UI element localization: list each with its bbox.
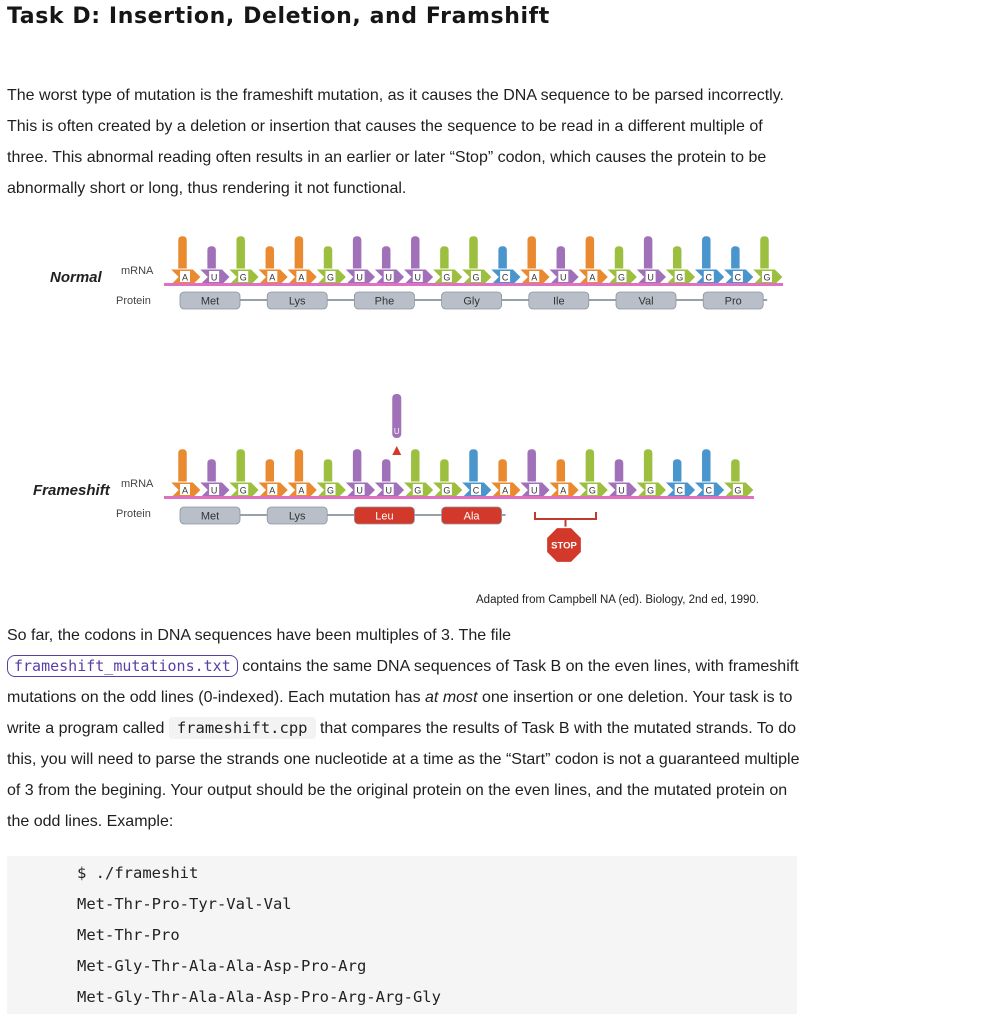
base-letter: G — [326, 485, 335, 496]
base-letter: G — [472, 272, 480, 283]
nucleotide-peg — [469, 236, 478, 274]
normal-row-label: Normal — [50, 269, 102, 286]
base-letter: A — [181, 485, 189, 496]
stop-codon-bracket — [535, 512, 596, 519]
base-letter: U — [647, 272, 654, 283]
nucleotide-peg — [527, 449, 536, 487]
base-letter: G — [676, 272, 684, 283]
code-line: Met-Thr-Pro-Tyr-Val-Val — [77, 895, 292, 913]
code-line: Met-Gly-Thr-Ala-Ala-Asp-Pro-Arg — [77, 957, 367, 975]
frameshift-figure — [0, 212, 800, 587]
nucleotide-peg — [760, 236, 769, 274]
base-letter: U — [618, 485, 625, 496]
example-code-block — [7, 856, 797, 1014]
intro-paragraph: The worst type of mutation is the frameshift mutation, as it causes the DNA sequence to be parsed incorrectly. This is often created by a deletion or insertion that causes the sequence to be read in a different multiple of three. This abnormal reading often results in an earlier or later “Stop” codon, which causes the protein to be abnormally short or long, thus rendering it not functional. — [7, 87, 784, 197]
nucleotide-peg — [527, 236, 536, 274]
base-letter: U — [530, 485, 538, 496]
base-letter: A — [560, 485, 567, 496]
nucleotide-peg — [353, 449, 362, 487]
frameshift-backbone — [164, 496, 754, 499]
nucleotide-peg — [411, 236, 420, 274]
base-letter: A — [298, 272, 305, 283]
task-text-2: contains the same DNA sequences of Task B on the even lines, with frameshift mutations on the odd lines (0-indexed). Each mutation has — [7, 658, 799, 706]
nucleotide-peg — [585, 236, 594, 274]
stop-sign-label: STOP — [551, 540, 577, 552]
amino-acid-label: Gly — [463, 295, 480, 308]
nucleotide-peg — [178, 449, 187, 487]
base-letter: G — [326, 272, 335, 283]
base-letter: U — [210, 485, 218, 496]
base-letter: C — [472, 485, 480, 496]
base-letter: A — [181, 272, 189, 283]
base-letter: U — [356, 485, 363, 496]
task-text-1: So far, the codons in DNA sequences have been multiples of 3. The file — [7, 627, 512, 644]
base-letter: C — [676, 485, 683, 496]
base-letter: A — [269, 272, 276, 283]
nucleotide-peg — [644, 449, 653, 487]
base-letter: G — [588, 485, 596, 496]
nucleotide-peg — [236, 449, 245, 487]
amino-acid-label: Ala — [463, 510, 480, 523]
nucleotide-peg — [294, 236, 303, 274]
base-letter: G — [239, 272, 247, 283]
base-letter: A — [298, 485, 305, 496]
nucleotide-peg — [585, 449, 594, 487]
amino-acid-label: Ile — [552, 295, 565, 308]
amino-acid-label: Met — [200, 295, 220, 308]
nucleotide-peg — [178, 236, 187, 274]
frameshift-protein-label: Protein — [116, 508, 151, 520]
base-letter: U — [385, 272, 392, 283]
nucleotide-peg — [702, 449, 711, 487]
base-letter: G — [763, 272, 771, 283]
amino-acid-label: Pro — [724, 295, 742, 308]
amino-acid-label: Lys — [288, 510, 306, 523]
base-letter: G — [647, 485, 655, 496]
task-text-3: one insertion or one deletion. Your task is to write a program called — [7, 689, 793, 737]
page-title: Task D: Insertion, Deletion, and Framshift — [7, 4, 550, 29]
amino-acid-label: Lys — [288, 295, 306, 308]
inserted-base-letter: U — [393, 427, 400, 436]
base-letter: U — [560, 272, 567, 283]
task-text-4: that compares the results of Task B with the mutated strands. To do this, you will need to parse the strands one nucleotide at a time as the “Start” codon is not a guaranteed multiple of 3 from the begining. Your output should be the original protein on the even lines, and the mutated protein on the odd lines. Example: — [7, 720, 800, 830]
code-line: $ ./frameshit — [77, 864, 199, 882]
insertion-arrow — [392, 446, 401, 455]
nucleotide-peg — [702, 236, 711, 274]
base-letter: C — [705, 485, 713, 496]
nucleotide-peg — [294, 449, 303, 487]
amino-acid-label: Phe — [374, 295, 395, 308]
nucleotide-peg — [469, 449, 478, 487]
amino-acid-label: Met — [200, 510, 220, 523]
base-letter: U — [414, 272, 422, 283]
normal-protein-label: Protein — [116, 295, 151, 307]
base-letter: A — [531, 272, 538, 283]
nucleotide-peg — [411, 449, 420, 487]
base-letter: U — [356, 272, 363, 283]
base-letter: C — [705, 272, 713, 283]
task-paragraph — [7, 620, 807, 837]
normal-backbone — [164, 283, 783, 286]
frameshift-row-label: Frameshift — [33, 482, 110, 499]
nucleotide-peg — [353, 236, 362, 274]
base-letter: C — [501, 272, 509, 283]
emphasis-at-most: at most — [425, 689, 478, 706]
base-letter: G — [443, 272, 451, 283]
base-letter: U — [210, 272, 218, 283]
nucleotide-peg — [644, 236, 653, 274]
base-letter: G — [239, 485, 247, 496]
base-letter: A — [502, 485, 509, 496]
frameshift-cpp-code: frameshift.cpp — [169, 717, 316, 739]
nucleotide-peg — [236, 236, 245, 274]
base-letter: A — [269, 485, 276, 496]
normal-mrna-label: mRNA — [121, 265, 154, 277]
base-letter: G — [734, 485, 742, 496]
amino-acid-label: Val — [638, 295, 654, 308]
frameshift-mrna-label: mRNA — [121, 478, 154, 490]
amino-acid-label: Leu — [375, 510, 394, 523]
base-letter: G — [443, 485, 451, 496]
code-line: Met-Gly-Thr-Ala-Ala-Asp-Pro-Arg-Arg-Gly — [77, 988, 441, 1006]
base-letter: G — [414, 485, 422, 496]
base-letter: G — [617, 272, 626, 283]
base-letter: C — [734, 272, 742, 283]
figure-caption: Adapted from Campbell NA (ed). Biology, 2nd ed, 1990. — [476, 594, 759, 606]
base-letter: U — [385, 485, 392, 496]
frameshift-mutations-file-link[interactable]: frameshift_mutations.txt — [7, 655, 238, 677]
base-letter: A — [589, 272, 596, 283]
code-line: Met-Thr-Pro — [77, 926, 180, 944]
